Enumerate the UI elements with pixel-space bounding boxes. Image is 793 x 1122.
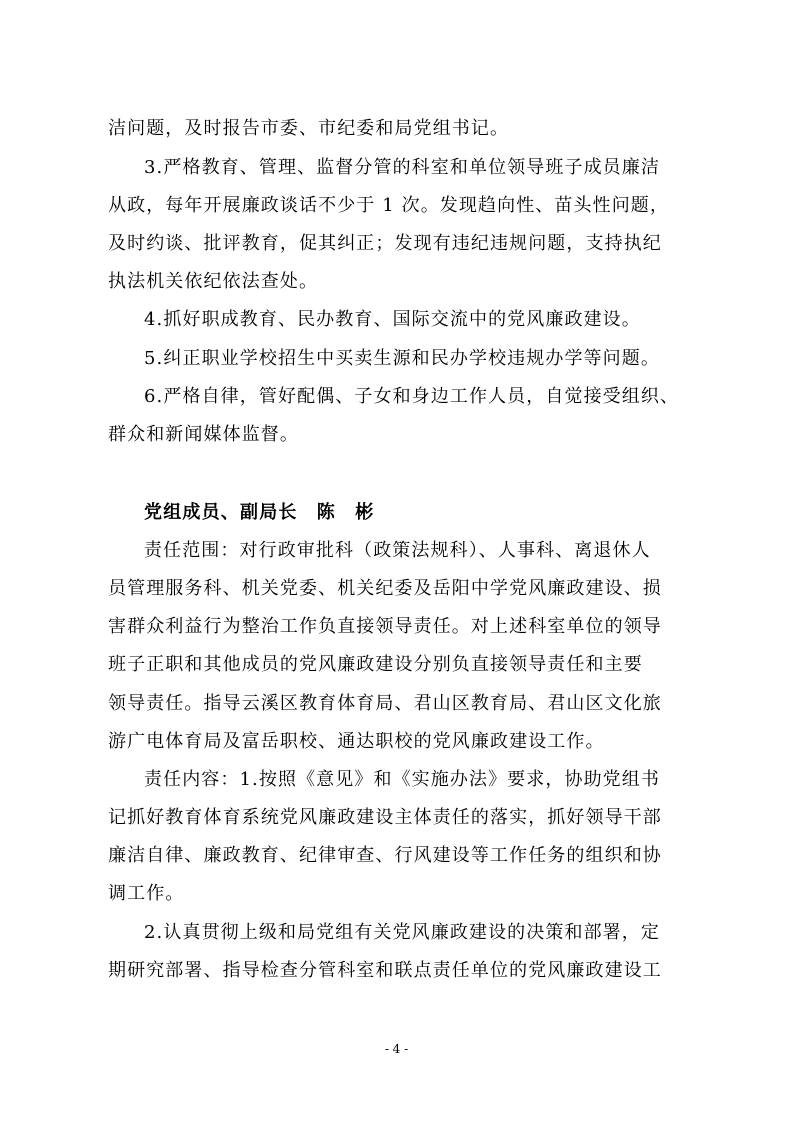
paragraph-line: 4.抓好职成教育、民办教育、国际交流中的党风廉政建设。 (144, 309, 641, 330)
paragraph-line: 群众和新闻媒体监督。 (108, 424, 299, 445)
paragraph-line: 游广电体育局及富岳职校、通达职校的党风廉政建设工作。 (108, 731, 605, 752)
page-number: - 4 - (384, 1042, 409, 1056)
paragraph-line: 员管理服务科、机关党委、机关纪委及岳阳中学党风廉政建设、损 (108, 578, 662, 599)
paragraph-line: 5.纠正职业学校招生中买卖生源和民办学校违规办学等问题。 (144, 348, 660, 369)
paragraph-line: 洁问题，及时报告市委、市纪委和局党组书记。 (108, 118, 510, 139)
paragraph-line: 责任范围：对行政审批科（政策法规科）、人事科、离退休人 (144, 540, 651, 561)
section-heading: 党组成员、副局长 陈 彬 (144, 502, 375, 523)
paragraph-line: 执法机关依纪依法查处。 (108, 271, 319, 292)
paragraph-line: 调工作。 (108, 883, 185, 904)
paragraph-line: 及时约谈、批评教育，促其纠正；发现有违纪违规问题，支持执纪 (108, 233, 662, 254)
paragraph-line: 责任内容：1.按照《意见》和《实施办法》要求，协助党组书 (144, 769, 660, 790)
paragraph-line: 3.严格教育、管理、监督分管的科室和单位领导班子成员廉洁 (144, 157, 660, 178)
paragraph-line: 班子正职和其他成员的党风廉政建设分别负直接领导责任和主要 (108, 654, 643, 675)
paragraph-line: 6.严格自律，管好配偶、子女和身边工作人员，自觉接受组织、 (144, 386, 680, 407)
paragraph-line: 期研究部署、指导检查分管科室和联点责任单位的党风廉政建设工 (108, 960, 662, 981)
paragraph-line: 从政，每年开展廉政谈话不少于 1 次。发现趋向性、苗头性问题， (108, 195, 669, 216)
paragraph-line: 廉洁自律、廉政教育、纪律审查、行风建设等工作任务的组织和协 (108, 845, 662, 866)
paragraph-line: 2.认真贯彻上级和局党组有关党风廉政建设的决策和部署，定 (144, 922, 660, 943)
paragraph-line: 害群众利益行为整治工作负直接领导责任。对上述科室单位的领导 (108, 616, 662, 637)
paragraph-line: 领导责任。指导云溪区教育体育局、君山区教育局、君山区文化旅 (108, 693, 662, 714)
paragraph-line: 记抓好教育体育系统党风廉政建设主体责任的落实，抓好领导干部 (108, 807, 662, 828)
